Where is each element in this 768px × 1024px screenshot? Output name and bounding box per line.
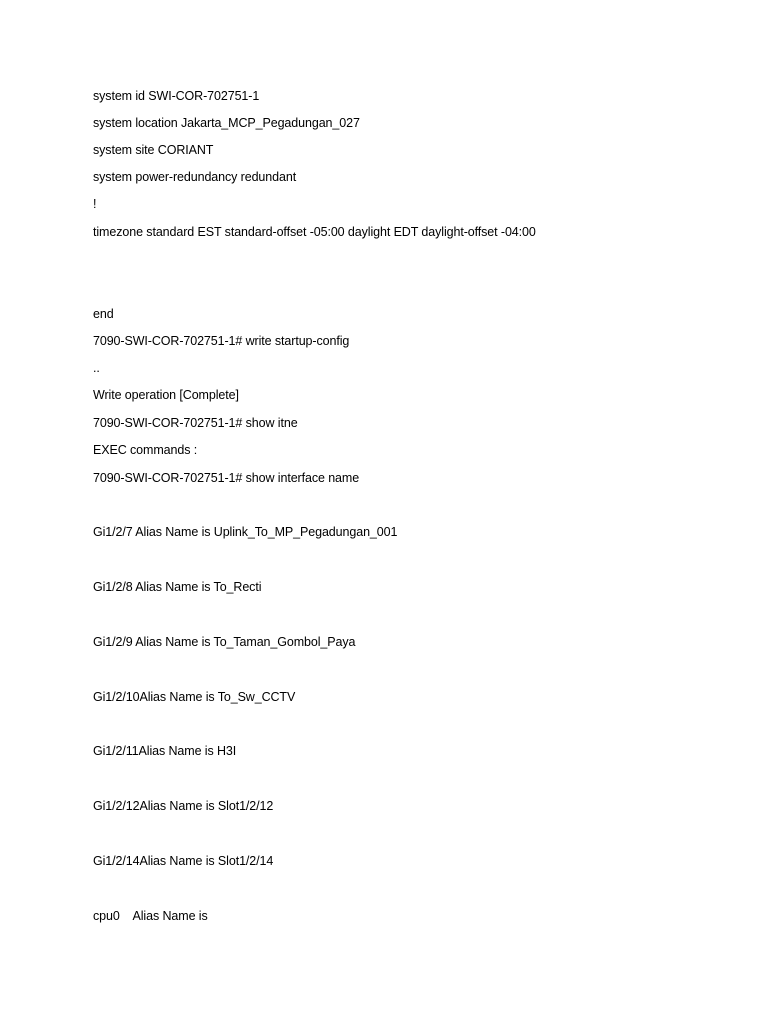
config-line-power-redundancy: system power-redundancy redundant xyxy=(93,170,297,184)
config-line-separator: ! xyxy=(93,197,97,211)
cli-command-show-interface-name: 7090-SWI-COR-702751-1# show interface name xyxy=(93,471,360,485)
interface-alias-line: Gi1/2/11Alias Name is H3I xyxy=(93,744,237,758)
cli-output-exec-commands: EXEC commands : xyxy=(93,443,198,457)
interface-alias-line: cpu0 Alias Name is xyxy=(93,909,208,923)
interface-alias-line: Gi1/2/14Alias Name is Slot1/2/14 xyxy=(93,854,274,868)
interface-alias-line: Gi1/2/8 Alias Name is To_Recti xyxy=(93,580,262,594)
cli-output-write-complete: Write operation [Complete] xyxy=(93,388,239,402)
cli-command-write-startup: 7090-SWI-COR-702751-1# write startup-config xyxy=(93,334,350,348)
cli-output-progress: .. xyxy=(93,361,100,375)
cli-command-show-itne: 7090-SWI-COR-702751-1# show itne xyxy=(93,416,298,430)
interface-alias-line: Gi1/2/9 Alias Name is To_Taman_Gombol_Paya xyxy=(93,635,356,649)
config-line-system-site: system site CORIANT xyxy=(93,143,214,157)
config-line-end: end xyxy=(93,307,114,321)
config-line-system-id: system id SWI-COR-702751-1 xyxy=(93,89,260,103)
config-line-system-location: system location Jakarta_MCP_Pegadungan_027 xyxy=(93,116,360,130)
config-line-timezone: timezone standard EST standard-offset -05:00 daylight EDT daylight-offset -04:00 xyxy=(93,225,536,239)
interface-alias-line: Gi1/2/12Alias Name is Slot1/2/12 xyxy=(93,799,274,813)
interface-alias-line: Gi1/2/10Alias Name is To_Sw_CCTV xyxy=(93,690,296,704)
interface-alias-line: Gi1/2/7 Alias Name is Uplink_To_MP_Pegadungan_001 xyxy=(93,525,398,539)
